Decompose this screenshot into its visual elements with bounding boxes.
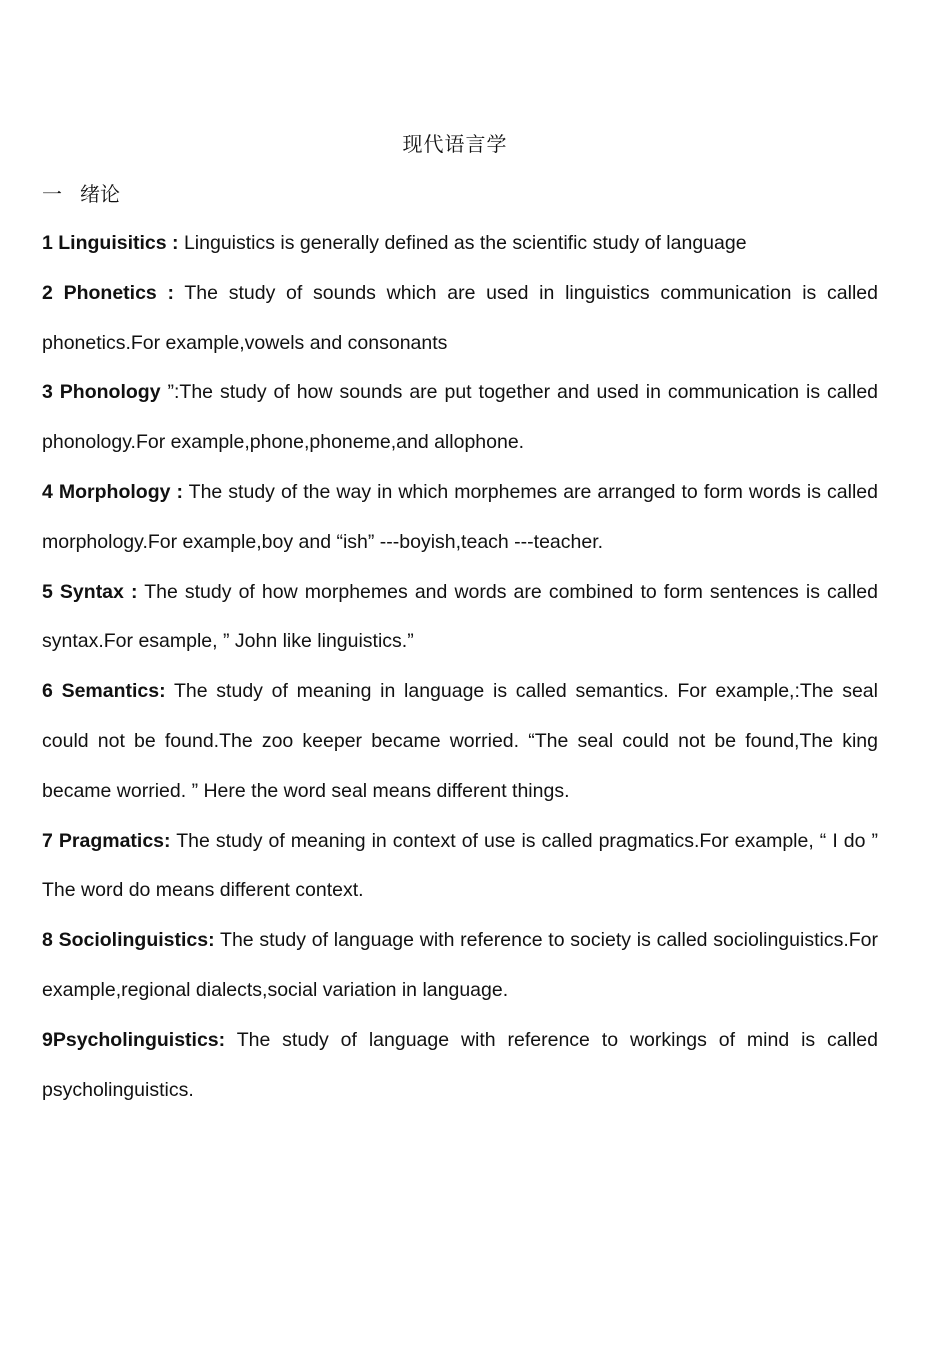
term-label: 4 Morphology : — [42, 480, 183, 503]
definition-entry-morphology — [42, 468, 878, 568]
definition-list — [42, 219, 878, 1115]
definition-entry-pragmatics — [42, 817, 878, 917]
definition-entry-semantics — [42, 667, 878, 816]
definition-text: Linguistics is generally defined as the scientific study of language — [183, 232, 747, 254]
definition-text: The study of meaning in context of use is called pragmatics.For example, “ I do ” The word do means different context. — [42, 829, 878, 902]
definition-text: The study of language with reference to society is called sociolinguistics.For example,regional dialects,social variation in language. — [42, 929, 878, 1001]
page-title: 现代语言学 — [402, 132, 508, 156]
term-label: 8 Sociolinguistics: — [42, 929, 215, 952]
chapter-number: 一 — [42, 182, 62, 206]
chapter-heading — [42, 178, 120, 207]
definition-entry-phonetics — [42, 269, 878, 369]
definition-entry-sociolinguistics — [42, 916, 878, 1016]
term-label: 1 Linguisitics : — [42, 232, 179, 254]
definition-entry-phonology — [42, 368, 878, 468]
definition-text: ”:The study of how sounds are put together and used in communication is called phonology.For example,phone,phoneme,and allophone. — [42, 381, 879, 454]
definition-text: The study of meaning in language is called semantics. For example,:The seal could not be found.The zoo keeper became worried. “The seal could not be found,The king became worried. ” Here the word seal means different things. — [42, 680, 878, 802]
chapter-name: 绪论 — [80, 182, 120, 206]
term-label: 6 Semantics: — [42, 680, 166, 703]
term-label: 7 Pragmatics: — [42, 829, 171, 852]
term-label: 9Psycholinguistics: — [42, 1028, 226, 1051]
definition-entry-linguistics — [42, 219, 878, 269]
term-label: 2 Phonetics : — [42, 281, 174, 304]
definition-entry-syntax — [42, 568, 878, 668]
term-label: 5 Syntax : — [42, 580, 138, 603]
term-label: 3 Phonology — [42, 381, 161, 404]
definition-text: The study of the way in which morphemes are arranged to form words is called morphology.For example,boy and “ish” ---boyish,teach ---teacher. — [42, 480, 878, 553]
definition-text: The study of how morphemes and words are combined to form sentences is called syntax.For esample, ” John like linguistics.” — [42, 580, 878, 653]
definition-entry-psycholinguistics — [42, 1016, 878, 1116]
definition-text: The study of language with reference to workings of mind is called psycholinguistics. — [42, 1028, 878, 1101]
definition-text: The study of sounds which are used in linguistics communication is called phonetics.For example,vowels and consonants — [42, 281, 878, 354]
